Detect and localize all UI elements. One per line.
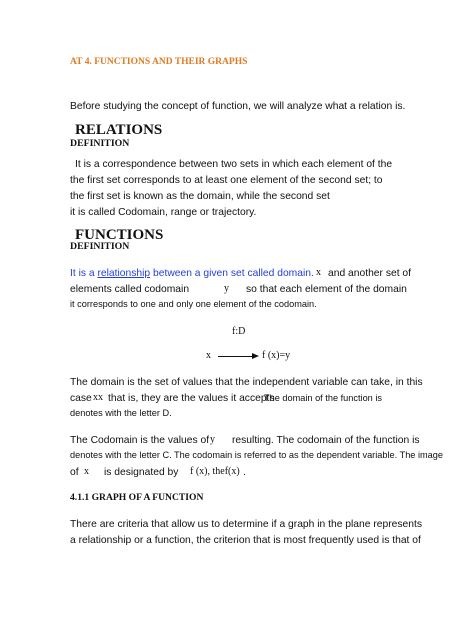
codomain-var-y: y [210, 434, 215, 445]
diagram-label: f:D [232, 326, 246, 337]
codomain-line-2: denotes with the letter C. The codomain is referred to as the dependent variable. The image [70, 450, 443, 460]
diagram-arrow-line [218, 356, 253, 357]
functions-heading: FUNCTIONS [75, 227, 164, 243]
domain-line-2-small: The domain of the function is [264, 393, 382, 403]
codomain-math-fx: f (x), thef(x) [190, 466, 240, 477]
functions-definition-label: DEFINITION [70, 241, 130, 252]
functions-line-1-post: between a given set called domain. [150, 268, 314, 279]
functions-line-1-tail: and another set of [328, 268, 412, 279]
relations-definition-label: DEFINITION [70, 138, 130, 149]
functions-line-1 [70, 267, 314, 280]
domain-line-2-post: that is, they are the values it accepts [108, 393, 275, 404]
codomain-line-3-mid: is designated by [104, 467, 179, 478]
relations-line-4: it is called Codomain, range or trajectory. [70, 207, 257, 218]
graph-line-1: There are criteria that allow us to determine if a graph in the plane represents [70, 519, 422, 530]
relations-heading: RELATIONS [75, 122, 163, 138]
relations-line-2: the first set corresponds to at least one element of the second set; to [70, 175, 383, 186]
intro-paragraph: Before studying the concept of function, we will analyze what a relation is. [70, 101, 406, 112]
relations-line-3: the first set is known as the domain, while the second set [70, 191, 330, 202]
graph-line-2: a relationship or a function, the criterion that is most frequently used is that of [70, 535, 421, 546]
codomain-line-3-pre: of [70, 467, 79, 478]
functions-line-1-pre: It is a [70, 268, 98, 279]
chapter-title: AT 4. FUNCTIONS AND THEIR GRAPHS [70, 57, 248, 67]
diagram-image: f (x)=y [262, 350, 291, 361]
relationship-link[interactable]: relationship [97, 268, 151, 279]
functions-var-y: y [224, 283, 229, 294]
arrow-right-icon [252, 353, 259, 359]
relations-line-1: It is a correspondence between two sets in which each element of the [75, 159, 393, 170]
functions-line-3: it corresponds to one and only one element of the codomain. [70, 299, 317, 309]
codomain-line-1-post: resulting. The codomain of the function is [232, 435, 420, 446]
codomain-var-x: x [84, 466, 89, 477]
functions-line-2-tail: so that each element of the domain [246, 284, 407, 295]
domain-line-1: The domain is the set of values that the independent variable can take, in this [70, 377, 423, 388]
functions-line-2: elements called codomain [70, 284, 190, 295]
domain-var-xx: xx [93, 392, 103, 403]
functions-var-x: x [316, 267, 321, 278]
diagram-domain-x: x [206, 350, 211, 361]
domain-line-3: denotes with the letter D. [70, 408, 172, 418]
domain-line-2-pre: case [70, 393, 92, 404]
codomain-line-3-end: . [243, 467, 246, 478]
codomain-line-1-pre: The Codomain is the values of [70, 435, 210, 446]
graph-section-heading: 4.1.1 GRAPH OF A FUNCTION [70, 492, 204, 503]
